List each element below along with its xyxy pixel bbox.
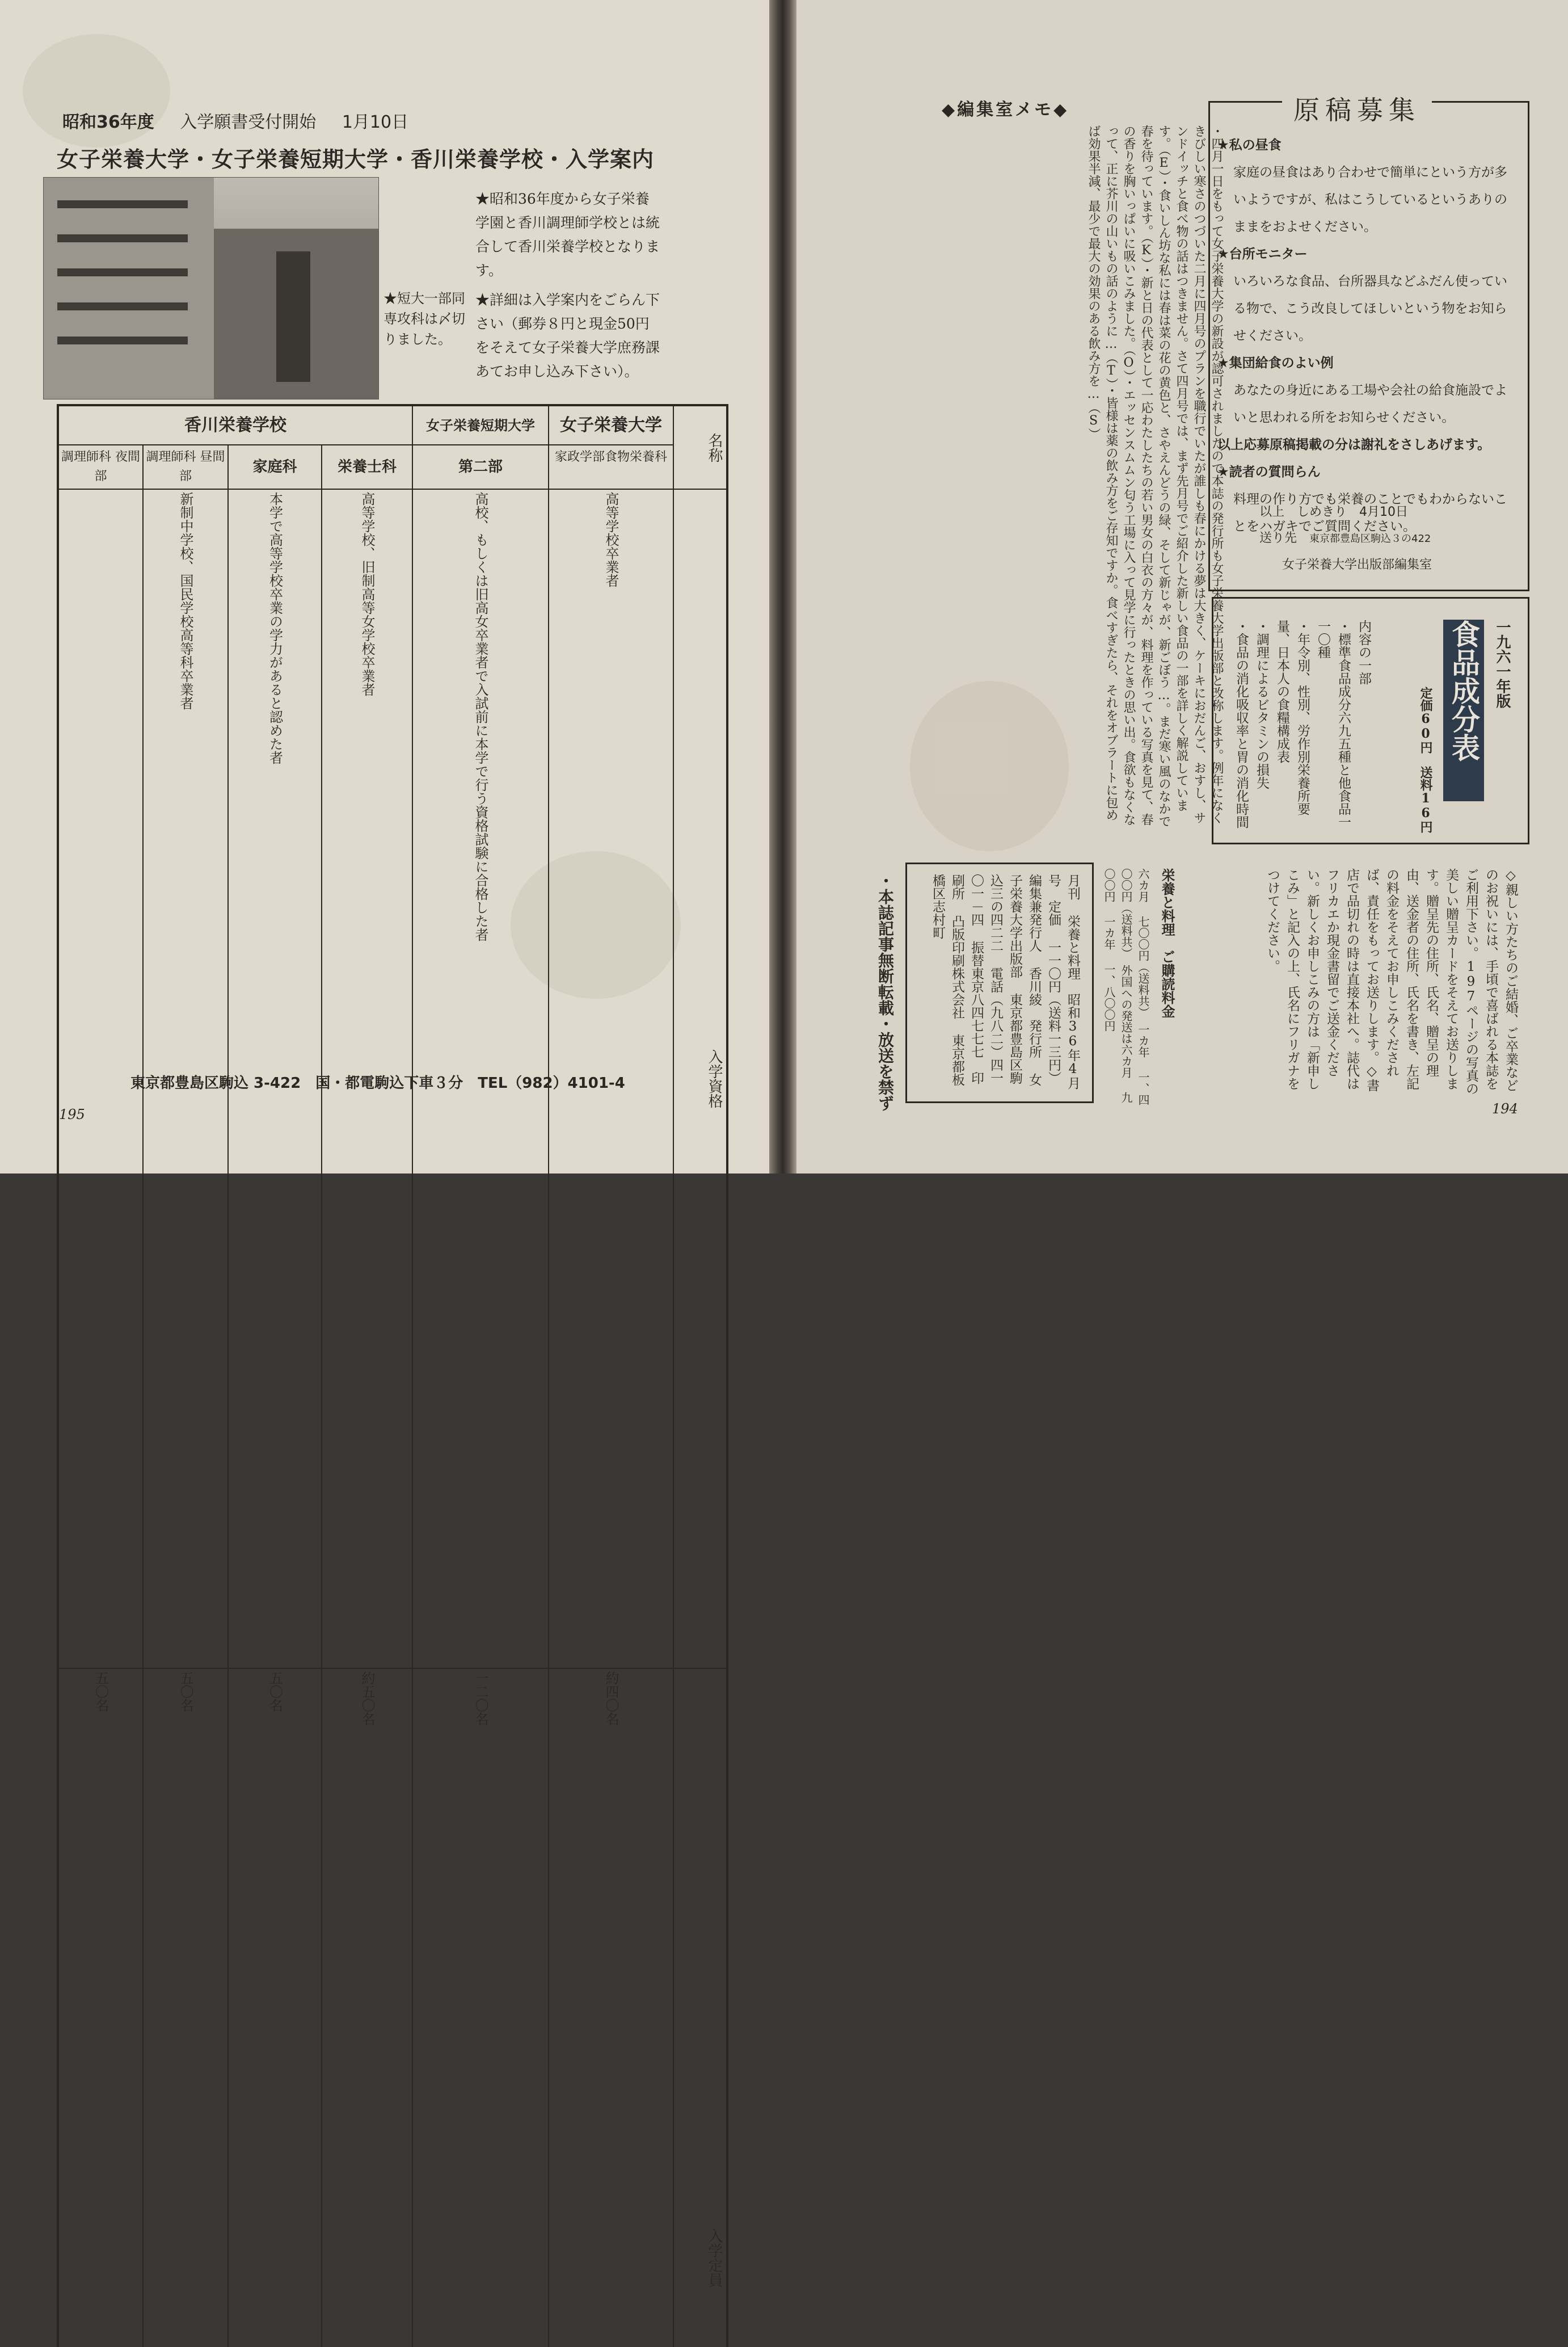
manuscript-item-body: あなたの身近にある工場や会社の給食施設でよいと思われる所をお知らせください。 bbox=[1217, 377, 1518, 431]
manuscript-item-head: ★台所モニター bbox=[1217, 241, 1518, 268]
send-to-name: 女子栄養大学出版部編集室 bbox=[1259, 552, 1520, 578]
school-year: 昭和36年度 bbox=[62, 112, 154, 132]
subscription-info: ◇親しい方たちのご結婚、ご卒業などのお祝いには、手頃で喜ばれる本誌をご利用下さい。197ページの写真の美しい贈呈カードをそえてお送りします。贈呈先の住所、氏名、贈呈の理由、送金者の住所、氏名を書き、左記の料金をそえてお申しこみくだされば、責任をもってお送りします。◇書店で品切れの時は直接本社へ。誌代はフリカエか現金書留でご送金ください。新しくお申しこみの方は「新申しこみ」と記入の上、氏名にフリガナをつけてください。 bbox=[1203, 868, 1520, 1101]
dept-dietitian: 栄養士科 bbox=[322, 445, 412, 489]
manuscript-item bbox=[1217, 350, 1518, 431]
admission-table bbox=[57, 404, 728, 2347]
deadline-label: 以上 しめきり bbox=[1259, 505, 1347, 519]
campus-photo bbox=[43, 177, 379, 399]
dept-home: 家庭科 bbox=[228, 445, 322, 489]
manuscript-item-head: 以上応募原稿掲載の分は謝礼をさしあげます。 bbox=[1217, 431, 1518, 459]
food-table-title: 食品成分表 bbox=[1443, 620, 1484, 801]
row-label-qualification: 入学資格 bbox=[673, 489, 727, 1668]
manuscript-item bbox=[1217, 431, 1518, 459]
subscription-heading: 栄養と料理 ご購読料金 bbox=[1157, 868, 1177, 1107]
dept-food-nutrition: 家政学部食物栄養科 bbox=[549, 445, 673, 489]
school-header-kagawa: 香川栄養学校 bbox=[58, 405, 412, 445]
application-start-label: 入学願書受付開始 bbox=[180, 112, 316, 132]
short-college-closed-note: ★短大一部同専攻科は〆切りました。 bbox=[383, 288, 473, 350]
manuscript-list bbox=[1217, 132, 1518, 540]
school-address: 東京都豊島区駒込 3-422 国・都電駒込下車３分 TEL（982）4101-4 bbox=[130, 1071, 625, 1092]
cap-cooking-night bbox=[91, 1671, 111, 2347]
manuscript-title: 原稿募集 bbox=[1282, 90, 1432, 127]
qual-home: 本学で高等学校卒業の学力があると認めた者 bbox=[265, 492, 285, 1665]
manuscript-footer bbox=[1259, 499, 1520, 578]
editorial-memo-body: ・四月一日をもって女子栄養大学の新設が認可されましたので本誌の発行所も女子栄養大学出版部と改称します。例年になくきびしい寒さのつづいた二月に四月号のプランを職行でいたが誰しも春にかける夢は大きく、ケーキにおだんご、おすし、サンドイッチと食べ物の話はつきません。さて四月号では、まず先月号でご紹介した新しい食品の一部を詳しく解説しています。（E）・食いしん坊な私には春は菜の花の黄色と、さやえんどうの緑、そして新じゃが、新ごぼう…。まだ寒い風のなかで春を待っています。（K）・新と日の代表として一応わたしたちの若い男女の白衣の方々が、料理を作っている写真を見て、春の香りを胸いっぱいに吸いこみました。（O）・エッセンスムムン匂う工場に入って見学に行ったときの思い出。食欲もなくなって、正に芥川の山いもの話のように…（T）・皆様は薬の飲み方をご存知ですか。食べすぎたら、それをオブラートに包めば効果半減、最少で最大の効果のある飲み方を…（S） bbox=[874, 125, 1225, 828]
manuscript-item-body: 家庭の昼食はあり合わせで簡単にという方が多いようですが、私はこうしているというありのままをおよせください。 bbox=[1217, 159, 1518, 241]
row-label-capacity bbox=[673, 1668, 727, 2347]
qual-cooking-day: 新制中学校、国民学校高等科卒業者 bbox=[176, 492, 195, 1665]
admission-header bbox=[62, 108, 429, 133]
manuscript-item bbox=[1217, 132, 1518, 241]
deadline-date: 4月10日 bbox=[1359, 505, 1408, 519]
manuscript-item-body: 料理の作り方でも栄養のことでもわからないことをハガキでご質問ください。 bbox=[1217, 486, 1518, 540]
editorial-memo-title: ◆編集室メモ◆ bbox=[942, 95, 1069, 120]
dept-second: 第二部 bbox=[412, 445, 549, 489]
cap-home bbox=[265, 1671, 285, 2347]
manuscript-item-head: ★集団給食のよい例 bbox=[1217, 350, 1518, 377]
colophon-text: 月刊 栄養と料理 昭和36年4月号 定価 一一〇円（送料一三円） 編集兼発行人 香川綾 発行所 女子栄養大学出版部 東京都豊島区駒込三の四二二 電話（九八二）四一〇一－四 振替東京八四七七七 印刷所 凸版印刷株式会社 東京都板橋区志村町 bbox=[914, 874, 1082, 1095]
merge-note: ★昭和36年度から女子栄養学園と香川調理師学校とは統合して香川栄養学校となります。 bbox=[475, 187, 663, 283]
cap-university bbox=[601, 1671, 621, 2347]
manuscript-item-body: いろいろな食品、台所器具などふだん使っている物で、こう改良してほしいという物をお知らせください。 bbox=[1217, 268, 1518, 350]
send-to-label: 送り先 bbox=[1259, 531, 1297, 545]
application-date: 1月10日 bbox=[342, 112, 408, 132]
row-label-name: 名称 bbox=[673, 405, 727, 489]
dept-cooking-night: 調理師科 夜間部 bbox=[58, 445, 143, 489]
left-page bbox=[0, 0, 769, 1174]
food-table-price: 定価60円 送料16円 bbox=[1417, 687, 1435, 833]
qual-university: 高等学校卒業者 bbox=[601, 492, 621, 1665]
school-header-junior-college: 女子栄養短期大学 bbox=[412, 405, 549, 445]
admission-title: 女子栄養大学・女子栄養短期大学・香川栄養学校・入学案内 bbox=[57, 142, 654, 173]
subscription-rates: 六カ月 七〇〇円（送料共） 一カ年 一、四〇〇円（送料共） 外国への発送は六カ月 九〇〇円 一カ年 一、八〇〇円 bbox=[1101, 868, 1152, 1107]
manuscript-item-head: ★私の昼食 bbox=[1217, 132, 1518, 159]
school-header-university: 女子栄養大学 bbox=[549, 405, 673, 445]
cap-dietitian bbox=[357, 1671, 377, 2347]
qual-second: 高校、もしくは旧高女卒業者で入試前に本学で行う資格試験に合格した者 bbox=[471, 492, 490, 1665]
cap-second bbox=[471, 1671, 490, 2347]
dept-cooking-day: 調理師科 昼間部 bbox=[143, 445, 228, 489]
page-number-left: 195 bbox=[59, 1107, 85, 1122]
cap-cooking-day bbox=[176, 1671, 195, 2347]
no-reproduction-notice: ・本誌記事無断転載・放送を禁ず bbox=[874, 873, 896, 1111]
page-number-right: 194 bbox=[1492, 1101, 1518, 1117]
qual-dietitian: 高等学校、旧制高等女学校卒業者 bbox=[357, 492, 377, 1665]
food-table-year: 一九六一年版 bbox=[1492, 620, 1513, 708]
details-note: ★詳細は入学案内をごらん下さい（郵券８円と現金50円をそえて女子栄養大学庶務課あてお申し込み下さい）。 bbox=[475, 288, 663, 384]
manuscript-item bbox=[1217, 241, 1518, 350]
manuscript-item-head: ★読者の質問らん bbox=[1217, 459, 1518, 486]
send-to-address: 東京都豊島区駒込３の422 bbox=[1309, 533, 1431, 545]
book-gutter bbox=[769, 0, 796, 1174]
food-table-contents: 内容の一部 ・標準食品成分六九五種と他食品一一〇種 ・年令別、性別、労作別栄養所要量、日本人の食糧構成表 ・調理によるビタミンの損失 ・食品の消化吸収率と胃の消化時間 bbox=[1231, 620, 1374, 830]
